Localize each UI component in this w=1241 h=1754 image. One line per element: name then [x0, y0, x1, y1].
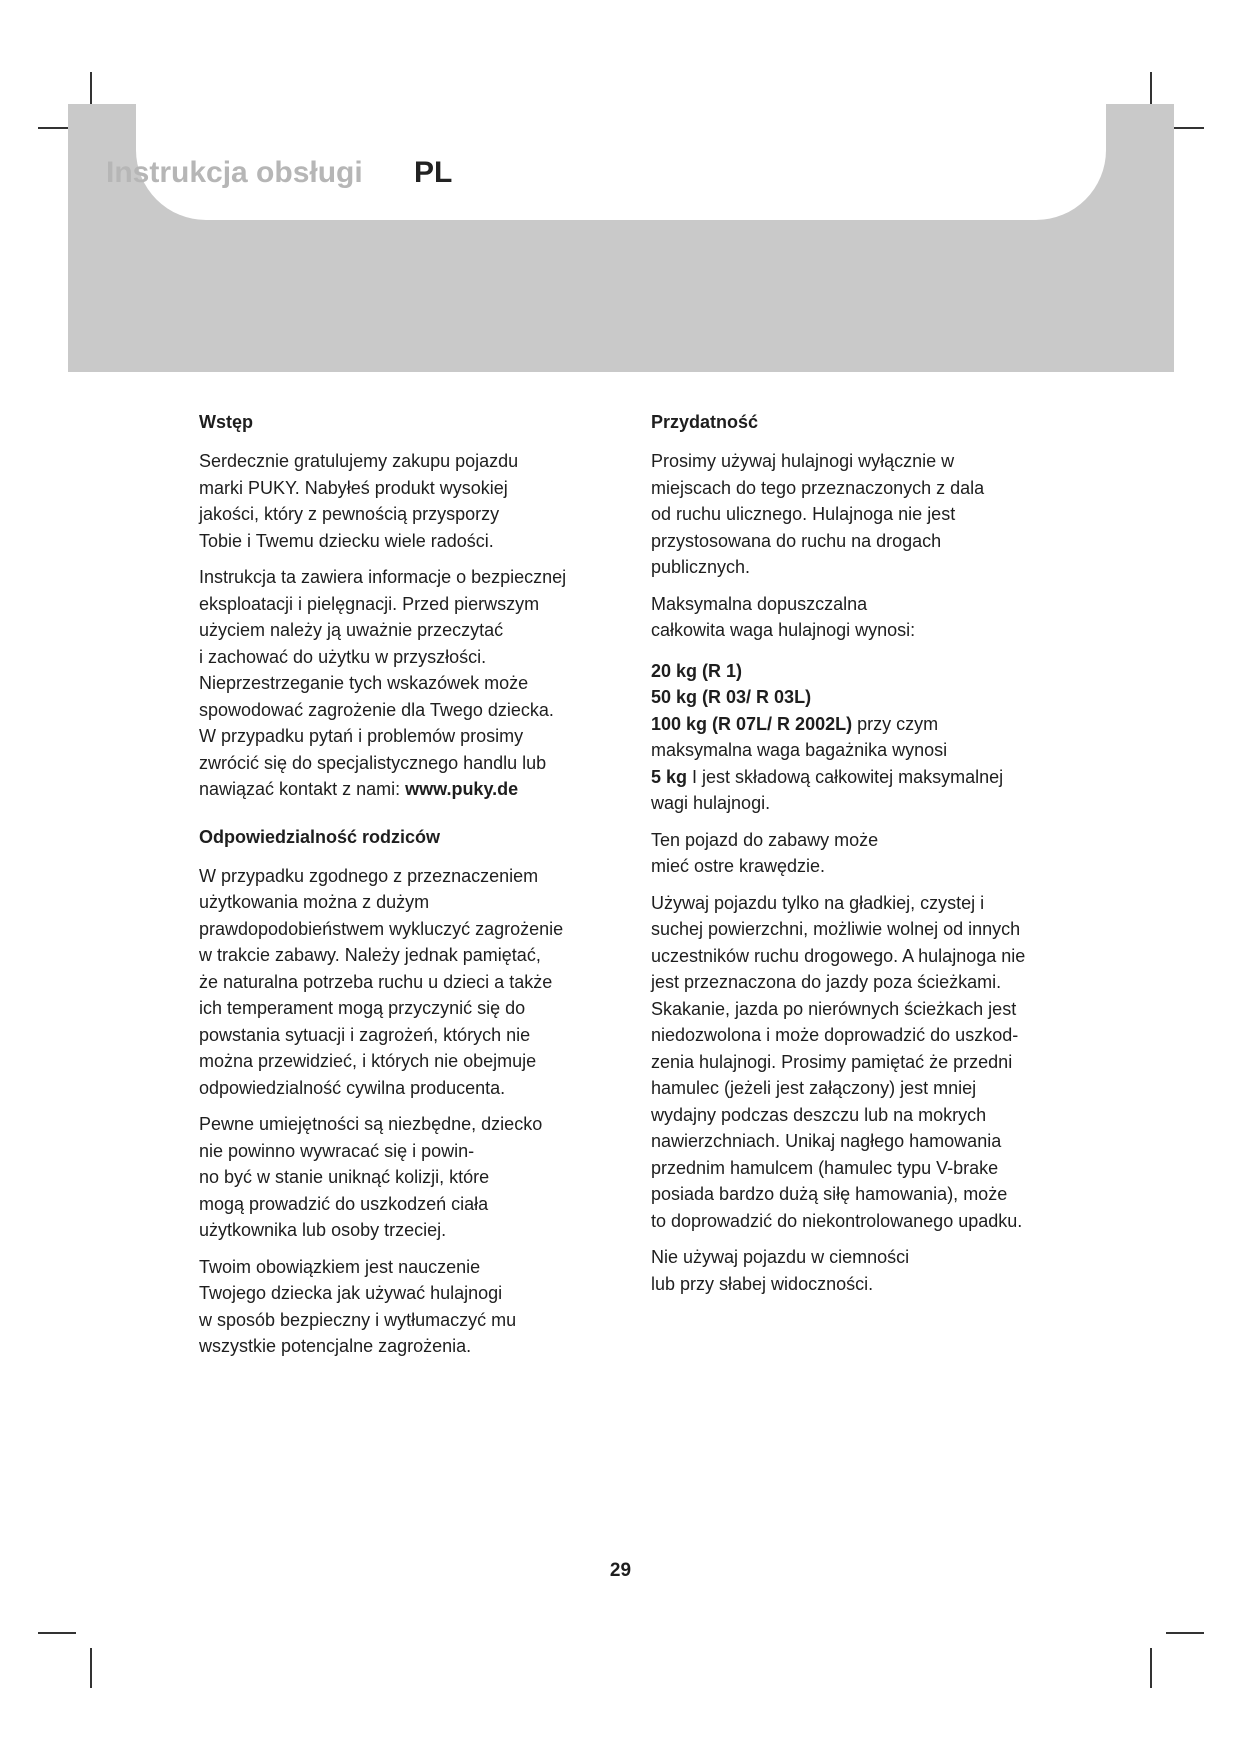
right-column: [651, 410, 1081, 1307]
text-line: Instrukcja ta zawiera informacje o bezpiecznej: [199, 567, 567, 587]
text-line: Maksymalna dopuszczalna: [651, 593, 868, 614]
text-line: jest przeznaczona do jazdy poza ścieżkami.: [651, 972, 1002, 992]
website-link[interactable]: www.puky.de: [405, 779, 519, 799]
text-line: niedozwolona i może doprowadzić do uszkod-: [651, 1025, 1019, 1045]
text-line: spowodować zagrożenie dla Twego dziecka.: [199, 699, 554, 720]
text-line: Twoim obowiązkiem jest nauczenie: [199, 1256, 481, 1277]
text-line: można przewidzieć, i których nie obejmuje: [199, 1051, 537, 1071]
text-line: wydajny podczas deszczu lub na mokrych: [651, 1104, 987, 1125]
suitability-heading: Przydatność: [651, 412, 759, 432]
language-code: PL: [414, 156, 453, 189]
crop-mark-bottom-right-v: [1150, 1648, 1152, 1688]
text-line: maksymalna waga bagażnika wynosi: [651, 740, 948, 760]
text-line: uczestników ruchu drogowego. A hulajnoga nie: [651, 945, 1026, 966]
sharp-edges-paragraph: [651, 827, 1081, 880]
text-line: ich temperament mogą przyczynić się do: [199, 998, 526, 1018]
usage-paragraph: [651, 890, 1081, 1235]
text-line: użytkowania można z dużym: [199, 892, 430, 912]
text-line: wszystkie potencjalne zagrożenia.: [199, 1336, 472, 1356]
text-line: to doprowadzić do niekontrolowanego upadku.: [651, 1210, 1023, 1231]
weight-value: 100 kg (R 07L/ R 2002L): [651, 713, 853, 734]
text-line: Pewne umiejętności są niezbędne, dziecko: [199, 1114, 543, 1134]
text-line: całkowita waga hulajnogi wynosi:: [651, 620, 916, 640]
text-line: w trakcie zabawy. Należy jednak pamiętać,: [199, 945, 541, 965]
text-line: mieć ostre krawędzie.: [651, 856, 826, 876]
text-line: wagi hulajnogi.: [651, 793, 771, 813]
darkness-paragraph: [651, 1244, 1081, 1297]
parents-heading: Odpowiedzialność rodziców: [199, 826, 441, 847]
crop-mark-bottom-right-h: [1166, 1632, 1204, 1634]
text-line: miejscach do tego przeznaczonych z dala: [651, 477, 985, 498]
text-line: Ten pojazd do zabawy może: [651, 829, 879, 850]
text-line: no być w stanie uniknąć kolizji, które: [199, 1167, 490, 1187]
text-line: w sposób bezpieczny i wytłumaczyć mu: [199, 1309, 517, 1330]
text-line: [199, 776, 619, 803]
weight-item: 20 kg (R 1): [651, 660, 743, 681]
intro-paragraph-2: [199, 564, 619, 803]
text-line: Używaj pojazdu tylko na gładkiej, czystej i: [651, 892, 985, 913]
weight-item: [651, 764, 1081, 791]
text-line: przednim hamulcem (hamulec typu V-brake: [651, 1157, 999, 1178]
parents-paragraph-2: [199, 1111, 619, 1244]
weight-tail: I jest składową całkowitej maksymalnej: [687, 766, 1004, 787]
text-line: nawierzchniach. Unikaj nagłego hamowania: [651, 1131, 1002, 1151]
suitability-paragraph-1: [651, 448, 1081, 581]
text-line: suchej powierzchni, możliwie wolnej od innych: [651, 919, 1021, 939]
page-number: 29: [609, 1560, 632, 1581]
intro-paragraph-1: [199, 448, 619, 554]
text-line: że naturalna potrzeba ruchu u dzieci a także: [199, 971, 553, 992]
text-line: nie powinno wywracać się i powin-: [199, 1140, 475, 1161]
left-column: [199, 410, 619, 1370]
parents-paragraph-1: [199, 863, 619, 1102]
weight-item: 50 kg (R 03/ R 03L): [651, 687, 812, 707]
contact-text: nawiązać kontakt z nami:: [199, 779, 406, 799]
text-line: W przypadku pytań i problemów prosimy: [199, 726, 524, 746]
text-line: zwrócić się do specjalistycznego handlu lub: [199, 752, 547, 773]
text-line: Serdecznie gratulujemy zakupu pojazdu: [199, 451, 519, 471]
text-line: Nieprzestrzeganie tych wskazówek może: [199, 673, 529, 693]
weight-list: [651, 658, 1081, 817]
weight-value: 5 kg: [651, 766, 688, 787]
text-line: jakości, który z pewnością przysporzy: [199, 504, 500, 524]
weight-tail: przy czym: [852, 713, 939, 734]
text-line: prawdopodobieństwem wykluczyć zagrożenie: [199, 918, 564, 939]
text-line: posiada bardzo dużą siłę hamowania), może: [651, 1184, 1008, 1204]
text-line: użyciem należy ją uważnie przeczytać: [199, 620, 504, 640]
text-line: Nie używaj pojazdu w ciemności: [651, 1247, 910, 1267]
text-line: powstania sytuacji i zagrożeń, których nie: [199, 1024, 531, 1045]
text-line: Skakanie, jazda po nierównych ścieżkach jest: [651, 998, 1017, 1019]
text-line: od ruchu ulicznego. Hulajnoga nie jest: [651, 504, 956, 524]
crop-mark-bottom-left-h: [38, 1632, 76, 1634]
crop-mark-bottom-left-v: [90, 1648, 92, 1688]
text-line: marki PUKY. Nabyłeś produkt wysokiej: [199, 477, 508, 498]
text-line: hamulec (jeżeli jest załączony) jest mniej: [651, 1078, 977, 1098]
text-line: Prosimy używaj hulajnogi wyłącznie w: [651, 451, 955, 471]
page-title: Instrukcja obsługi: [106, 156, 363, 189]
text-line: użytkownika lub osoby trzeciej.: [199, 1220, 447, 1240]
text-line: odpowiedzialność cywilna producenta.: [199, 1077, 506, 1098]
text-line: mogą prowadzić do uszkodzeń ciała: [199, 1193, 489, 1214]
text-line: publicznych.: [651, 557, 751, 577]
text-line: zenia hulajnogi. Prosimy pamiętać że przedni: [651, 1051, 1013, 1072]
text-line: i zachować do użytku w przyszłości.: [199, 646, 487, 667]
text-line: lub przy słabej widoczności.: [651, 1273, 874, 1294]
parents-paragraph-3: [199, 1254, 619, 1360]
text-line: eksploatacji i pielęgnacji. Przed pierwszym: [199, 593, 540, 614]
text-line: W przypadku zgodnego z przeznaczeniem: [199, 865, 539, 886]
text-line: Twojego dziecka jak używać hulajnogi: [199, 1283, 503, 1303]
weight-intro-paragraph: [651, 591, 1081, 644]
intro-heading: Wstęp: [199, 412, 253, 432]
text-line: Tobie i Twemu dziecku wiele radości.: [199, 530, 494, 551]
text-line: przystosowana do ruchu na drogach: [651, 530, 942, 551]
weight-item: [651, 711, 1081, 738]
